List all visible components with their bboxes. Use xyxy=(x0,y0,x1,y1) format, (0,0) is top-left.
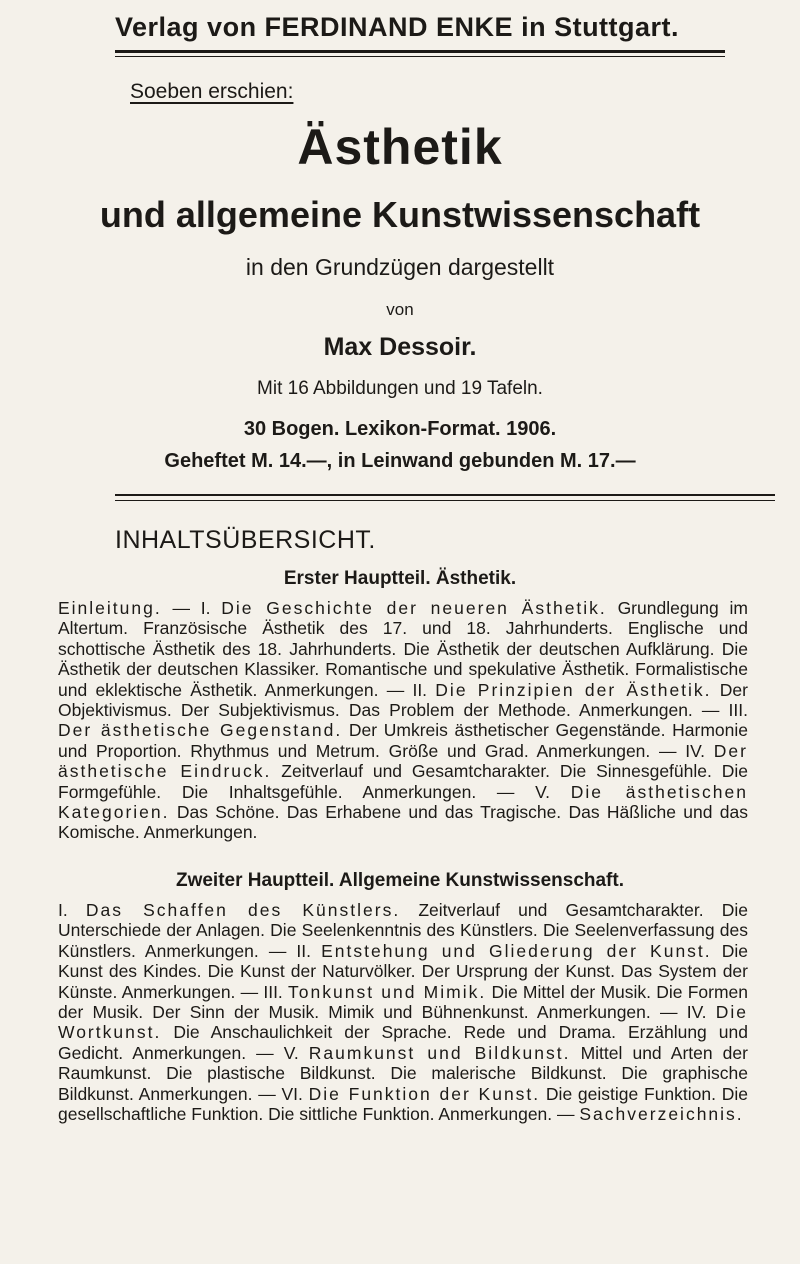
chapter-title: Die Geschichte der neueren Ästhetik. xyxy=(221,598,607,618)
toc-text: Die geistige Funktion. Die gesellschaftliche Funktion. Die sittliche Funktion. Anmerkungen. — xyxy=(58,1083,748,1125)
toc-text: Die Kunst des Kindes. Die Kunst der Naturvölker. Der Ursprung der Kunst. Das System der Künste. Anmerkungen. — III. xyxy=(58,940,748,1002)
toc-text: Die Anschaulichkeit der Sprache. Rede und Drama. Erzählung und Gedicht. Anmerkungen. — V. xyxy=(58,1022,748,1063)
chapter-title: Die Prinzipien der Ästhetik. xyxy=(435,679,712,700)
part2-heading: Zweiter Hauptteil. Allgemeine Kunstwissenschaft. xyxy=(175,870,624,891)
chapter-title: Tonkunst und Mimik. xyxy=(288,981,487,1002)
chapter-title: Der ästhetische Eindruck. xyxy=(58,740,748,782)
chapter-title: Raumkunst und Bildkunst. xyxy=(308,1042,571,1063)
toc-text: Die Mittel der Musik. Die Formen der Musik. Der Sinn der Musik. Mimik und Bühnenkunst. Anmerkungen. — IV. xyxy=(58,981,748,1023)
by-line: von xyxy=(386,300,414,319)
price-info: Geheftet M. 14.—, in Leinwand gebunden M. 17.— xyxy=(164,450,636,472)
chapter-title: Einleitung. xyxy=(58,598,162,618)
toc-text: Das Schöne. Das Erhabene und das Tragische. Das Häßliche und das Komische. Anmerkungen. xyxy=(58,802,748,843)
section-rule-thin xyxy=(115,500,775,501)
author-name: Max Dessoir. xyxy=(323,333,477,361)
illustrations-note: Mit 16 Abbildungen und 19 Tafeln. xyxy=(257,378,543,399)
header-rule xyxy=(115,50,725,53)
part1-heading: Erster Hauptteil. Ästhetik. xyxy=(283,568,517,589)
lead-text: Soeben erschien: xyxy=(130,80,294,103)
toc-text: Zeitverlauf und Gesamtcharakter. Die Sinnesgefühle. Die Formgefühle. Die Inhaltsgefühle. Anmerkungen. — V. xyxy=(58,761,749,802)
toc-text: I. xyxy=(58,900,86,920)
chapter-title: Entstehung und Gliederung der Kunst. xyxy=(321,940,712,961)
publisher-line: Verlag von FERDINAND ENKE in Stuttgart. xyxy=(115,12,680,42)
section-rule xyxy=(115,494,775,496)
toc-text: Mittel und Arten der Raumkunst. Die plastische Bildkunst. Die malerische Bildkunst. Die graphische Bildkunst. Anmerkungen. — VI. xyxy=(58,1042,748,1104)
subtitle: in den Grundzügen dargestellt xyxy=(245,254,555,280)
toc-text: Der Umkreis ästhetischer Gegenstände. Harmonie und Proportion. Rhythmus und Metrum. Größe und Grad. Anmerkungen. — IV. xyxy=(58,720,748,761)
toc-heading: INHALTSÜBERSICHT. xyxy=(115,526,376,554)
part2-contents xyxy=(58,900,748,1124)
index-title: Sachverzeichnis. xyxy=(579,1104,744,1125)
format-info: 30 Bogen. Lexikon-Format. 1906. xyxy=(243,418,557,440)
chapter-title: Der ästhetische Gegenstand. xyxy=(58,720,343,741)
chapter-title: Die Funktion der Kunst. xyxy=(308,1083,541,1104)
toc-text: Der Objektivismus. Der Subjektivismus. Das Problem der Methode. Anmerkungen. — III. xyxy=(58,679,748,721)
chapter-title: Die Wortkunst. xyxy=(58,1002,748,1043)
toc-text: — I. xyxy=(161,598,222,618)
part1-contents xyxy=(58,598,748,843)
title-line-1: Ästhetik xyxy=(297,119,503,175)
chapter-title: Das Schaffen des Künstlers. xyxy=(85,900,401,920)
header-rule-thin xyxy=(115,56,725,57)
title-line-2: und allgemeine Kunstwissenschaft xyxy=(99,194,701,235)
toc-text: Grundlegung im Altertum. Französische Ästhetik des 17. und 18. Jahrhunderts. Englische und schottische Ästhetik des 18. Jahrhunderts. Die Ästhetik der deutschen Aufklärung. Die Ästhetik der deutschen Klassiker. Romantische und spekulative Ästhetik. Formalistische und eklektische Ästhetik. Anmerkungen. — II. xyxy=(58,598,748,700)
toc-text: Zeitverlauf und Gesamtcharakter. Die Unterschiede der Anlagen. Die Seelenkenntnis des Künstlers. Die Seelenverfassung des Künstlers. Anmerkungen. — II. xyxy=(58,900,749,961)
chapter-title: Die ästhetischen Kategorien. xyxy=(58,781,748,823)
